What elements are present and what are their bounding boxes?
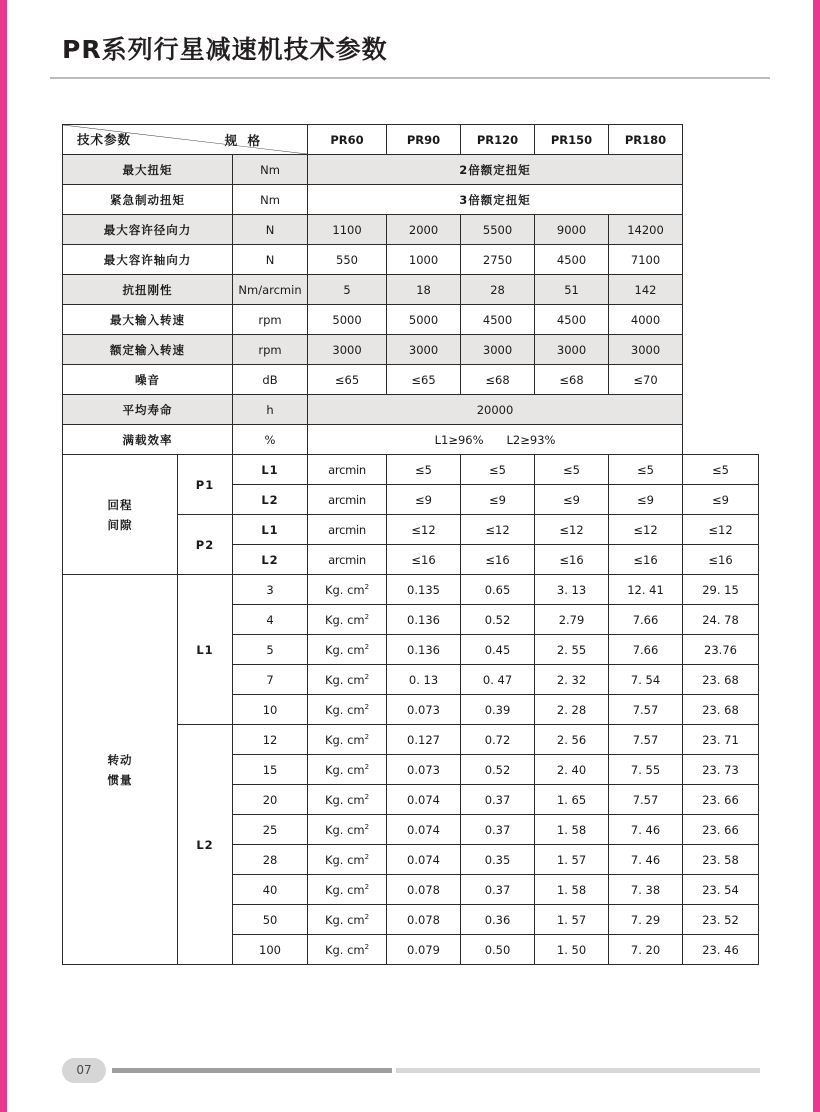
cell-inertia-l2r12-pr120: 2. 56: [535, 725, 609, 755]
page-edge-left: [0, 0, 7, 1112]
cell-inertia-l1r10-pr150: 7.57: [609, 695, 683, 725]
cell-backlash-p2l2-pr90: ≤16: [461, 545, 535, 575]
cell-inertia-l2r40-pr90: 0.37: [461, 875, 535, 905]
cell-backlash-p2l1-pr90: ≤12: [461, 515, 535, 545]
cell-axial-pr60: 550: [308, 245, 387, 275]
cell-inertia-l2r20-pr120: 1. 65: [535, 785, 609, 815]
cell-inertia-l1r7-pr120: 2. 32: [535, 665, 609, 695]
inertia-unit: Kg. $cm^2$: [308, 635, 387, 665]
cell-inertia-l1r3-pr60: 0.135: [387, 575, 461, 605]
cell-backlash-p1l1-pr120: ≤5: [535, 455, 609, 485]
cell-inertia-l2r50-pr120: 1. 57: [535, 905, 609, 935]
cell-inertia-l2r12-pr180: 23. 71: [683, 725, 759, 755]
table-row: [63, 575, 759, 605]
cell-ratedspeed-pr150: 3000: [535, 335, 609, 365]
cell-axial-pr150: 4500: [535, 245, 609, 275]
row-value-max-torque: 2倍额定扭矩: [308, 155, 683, 185]
cell-inertia-l2r12-pr90: 0.72: [461, 725, 535, 755]
cell-inertia-l2r15-pr150: 7. 55: [609, 755, 683, 785]
cell-inertia-l2r25-pr90: 0.37: [461, 815, 535, 845]
inertia-group-l1: L1: [178, 575, 233, 725]
cell-radial-pr120: 5500: [461, 215, 535, 245]
cell-backlash-p2l2-pr150: ≤16: [609, 545, 683, 575]
cell-ratedspeed-pr180: 3000: [609, 335, 683, 365]
table-row: [63, 215, 759, 245]
cell-maxspeed-pr90: 5000: [387, 305, 461, 335]
table-row: [63, 305, 759, 335]
cell-backlash-p2l1-pr60: ≤12: [387, 515, 461, 545]
inertia-ratio-28: 28: [233, 845, 308, 875]
cell-noise-pr150: ≤68: [535, 365, 609, 395]
cell-inertia-l2r40-pr60: 0.078: [387, 875, 461, 905]
cell-inertia-l1r4-pr90: 0.52: [461, 605, 535, 635]
backlash-unit-p1-l2: arcmin: [308, 485, 387, 515]
table-row: [63, 185, 759, 215]
cell-inertia-l2r25-pr120: 1. 58: [535, 815, 609, 845]
cell-ratedspeed-pr120: 3000: [461, 335, 535, 365]
footer-bar-dark: [112, 1068, 392, 1073]
cell-inertia-l1r4-pr60: 0.136: [387, 605, 461, 635]
cell-backlash-p1l1-pr150: ≤5: [609, 455, 683, 485]
table-header-row: [63, 125, 759, 155]
cell-inertia-l1r10-pr90: 0.39: [461, 695, 535, 725]
row-unit-max-input-speed: rpm: [233, 305, 308, 335]
cell-inertia-l1r3-pr90: 0.65: [461, 575, 535, 605]
cell-backlash-p2l2-pr180: ≤16: [683, 545, 759, 575]
cell-backlash-p1l1-pr60: ≤5: [387, 455, 461, 485]
inertia-unit: Kg. $cm^2$: [308, 935, 387, 965]
cell-inertia-l2r28-pr60: 0.074: [387, 845, 461, 875]
cell-maxspeed-pr150: 4500: [535, 305, 609, 335]
row-value-average-life: 20000: [308, 395, 683, 425]
cell-inertia-l1r3-pr150: 12. 41: [609, 575, 683, 605]
cell-rigidity-pr180: 142: [609, 275, 683, 305]
cell-inertia-l2r15-pr120: 2. 40: [535, 755, 609, 785]
cell-inertia-l1r10-pr60: 0.073: [387, 695, 461, 725]
backlash-unit-p1-l1: arcmin: [308, 455, 387, 485]
page-edge-right: [813, 0, 820, 1112]
cell-rigidity-pr150: 51: [535, 275, 609, 305]
cell-inertia-l1r3-pr180: 29. 15: [683, 575, 759, 605]
cell-inertia-l1r3-pr120: 3. 13: [535, 575, 609, 605]
cell-backlash-p1l2-pr90: ≤9: [461, 485, 535, 515]
cell-inertia-l1r7-pr180: 23. 68: [683, 665, 759, 695]
row-unit-rated-input-speed: rpm: [233, 335, 308, 365]
cell-inertia-l2r40-pr150: 7. 38: [609, 875, 683, 905]
cell-noise-pr90: ≤65: [387, 365, 461, 395]
inertia-ratio-20: 20: [233, 785, 308, 815]
footer-bar-light: [396, 1068, 760, 1073]
cell-inertia-l1r5-pr90: 0.45: [461, 635, 535, 665]
model-header-pr180: PR180: [609, 125, 683, 155]
cell-inertia-l2r28-pr120: 1. 57: [535, 845, 609, 875]
row-unit-max-torque: Nm: [233, 155, 308, 185]
cell-inertia-l1r10-pr120: 2. 28: [535, 695, 609, 725]
model-header-pr150: PR150: [535, 125, 609, 155]
cell-radial-pr90: 2000: [387, 215, 461, 245]
inertia-ratio-40: 40: [233, 875, 308, 905]
inertia-ratio-15: 15: [233, 755, 308, 785]
cell-inertia-l2r15-pr60: 0.073: [387, 755, 461, 785]
cell-inertia-l2r25-pr60: 0.074: [387, 815, 461, 845]
inertia-ratio-7: 7: [233, 665, 308, 695]
cell-inertia-l2r20-pr90: 0.37: [461, 785, 535, 815]
cell-backlash-p1l1-pr180: ≤5: [683, 455, 759, 485]
cell-inertia-l2r15-pr90: 0.52: [461, 755, 535, 785]
inertia-group-l2: L2: [178, 725, 233, 965]
cell-inertia-l2r28-pr150: 7. 46: [609, 845, 683, 875]
cell-backlash-p1l1-pr90: ≤5: [461, 455, 535, 485]
group-label-backlash: 回程 间隙: [63, 455, 178, 575]
row-value-emergency-brake-torque: 3倍额定扭矩: [308, 185, 683, 215]
inertia-unit: Kg. $cm^2$: [308, 695, 387, 725]
cell-inertia-l1r10-pr180: 23. 68: [683, 695, 759, 725]
row-unit-noise: dB: [233, 365, 308, 395]
backlash-stage-p1-l2: L2: [233, 485, 308, 515]
table-row: [63, 275, 759, 305]
cell-inertia-l2r100-pr150: 7. 20: [609, 935, 683, 965]
cell-inertia-l1r5-pr150: 7.66: [609, 635, 683, 665]
cell-inertia-l2r20-pr150: 7.57: [609, 785, 683, 815]
row-unit-max-axial-force: N: [233, 245, 308, 275]
model-header-pr120: PR120: [461, 125, 535, 155]
inertia-ratio-5: 5: [233, 635, 308, 665]
row-unit-full-load-efficiency: %: [233, 425, 308, 455]
cell-ratedspeed-pr60: 3000: [308, 335, 387, 365]
page-number-badge: [62, 1058, 106, 1083]
cell-axial-pr180: 7100: [609, 245, 683, 275]
param-label: 技术参数: [77, 132, 132, 147]
inertia-unit: Kg. $cm^2$: [308, 755, 387, 785]
cell-backlash-p2l2-pr60: ≤16: [387, 545, 461, 575]
row-label-full-load-efficiency: 满载效率: [63, 425, 233, 455]
table-row: [63, 365, 759, 395]
cell-axial-pr120: 2750: [461, 245, 535, 275]
inertia-ratio-100: 100: [233, 935, 308, 965]
cell-inertia-l1r7-pr60: 0. 13: [387, 665, 461, 695]
row-label-max-axial-force: 最大容许轴向力: [63, 245, 233, 275]
row-unit-emergency-brake-torque: Nm: [233, 185, 308, 215]
cell-inertia-l2r20-pr180: 23. 66: [683, 785, 759, 815]
backlash-group-p2: P2: [178, 515, 233, 575]
backlash-stage-p1-l1: L1: [233, 455, 308, 485]
backlash-group-p1: P1: [178, 455, 233, 515]
cell-inertia-l1r4-pr180: 24. 78: [683, 605, 759, 635]
spec-table: [62, 124, 759, 965]
backlash-unit-p2-l2: arcmin: [308, 545, 387, 575]
inertia-ratio-12: 12: [233, 725, 308, 755]
inertia-unit: Kg. $cm^2$: [308, 575, 387, 605]
cell-inertia-l2r40-pr120: 1. 58: [535, 875, 609, 905]
table-row: [63, 245, 759, 275]
cell-inertia-l1r5-pr60: 0.136: [387, 635, 461, 665]
cell-ratedspeed-pr90: 3000: [387, 335, 461, 365]
row-label-noise: 噪音: [63, 365, 233, 395]
cell-noise-pr60: ≤65: [308, 365, 387, 395]
inertia-ratio-4: 4: [233, 605, 308, 635]
page-number: 07: [76, 1063, 92, 1077]
cell-inertia-l2r50-pr180: 23. 52: [683, 905, 759, 935]
backlash-unit-p2-l1: arcmin: [308, 515, 387, 545]
cell-inertia-l2r25-pr150: 7. 46: [609, 815, 683, 845]
row-label-max-radial-force: 最大容许径向力: [63, 215, 233, 245]
cell-maxspeed-pr120: 4500: [461, 305, 535, 335]
cell-inertia-l2r20-pr60: 0.074: [387, 785, 461, 815]
cell-inertia-l2r50-pr60: 0.078: [387, 905, 461, 935]
cell-inertia-l1r5-pr120: 2. 55: [535, 635, 609, 665]
inertia-unit: Kg. $cm^2$: [308, 605, 387, 635]
cell-backlash-p2l2-pr120: ≤16: [535, 545, 609, 575]
cell-inertia-l2r15-pr180: 23. 73: [683, 755, 759, 785]
model-header-pr60: PR60: [308, 125, 387, 155]
cell-rigidity-pr60: 5: [308, 275, 387, 305]
inertia-ratio-10: 10: [233, 695, 308, 725]
table-row: [63, 335, 759, 365]
cell-axial-pr90: 1000: [387, 245, 461, 275]
cell-inertia-l2r100-pr60: 0.079: [387, 935, 461, 965]
cell-inertia-l2r100-pr90: 0.50: [461, 935, 535, 965]
cell-inertia-l1r4-pr120: 2.79: [535, 605, 609, 635]
cell-backlash-p2l1-pr180: ≤12: [683, 515, 759, 545]
table-row: [63, 155, 759, 185]
cell-rigidity-pr90: 18: [387, 275, 461, 305]
cell-backlash-p1l2-pr180: ≤9: [683, 485, 759, 515]
header-corner-cell: [63, 125, 308, 155]
cell-inertia-l1r4-pr150: 7.66: [609, 605, 683, 635]
inertia-unit: Kg. $cm^2$: [308, 725, 387, 755]
cell-backlash-p1l2-pr60: ≤9: [387, 485, 461, 515]
inertia-unit: Kg. $cm^2$: [308, 875, 387, 905]
table-row: [63, 455, 759, 485]
cell-backlash-p1l2-pr120: ≤9: [535, 485, 609, 515]
inertia-unit: Kg. $cm^2$: [308, 665, 387, 695]
table-row: [63, 425, 759, 455]
cell-maxspeed-pr60: 5000: [308, 305, 387, 335]
row-unit-average-life: h: [233, 395, 308, 425]
backlash-stage-p2-l1: L1: [233, 515, 308, 545]
table-row: [63, 395, 759, 425]
inertia-ratio-25: 25: [233, 815, 308, 845]
cell-inertia-l2r12-pr150: 7.57: [609, 725, 683, 755]
row-unit-torsional-rigidity: Nm/arcmin: [233, 275, 308, 305]
cell-backlash-p1l2-pr150: ≤9: [609, 485, 683, 515]
cell-inertia-l2r12-pr60: 0.127: [387, 725, 461, 755]
cell-inertia-l2r50-pr150: 7. 29: [609, 905, 683, 935]
row-label-rated-input-speed: 额定输入转速: [63, 335, 233, 365]
row-label-torsional-rigidity: 抗扭刚性: [63, 275, 233, 305]
model-header-pr90: PR90: [387, 125, 461, 155]
row-label-average-life: 平均寿命: [63, 395, 233, 425]
cell-radial-pr60: 1100: [308, 215, 387, 245]
title-divider: [50, 77, 770, 79]
row-label-emergency-brake-torque: 紧急制动扭矩: [63, 185, 233, 215]
cell-noise-pr180: ≤70: [609, 365, 683, 395]
cell-backlash-p2l1-pr120: ≤12: [535, 515, 609, 545]
inertia-ratio-50: 50: [233, 905, 308, 935]
cell-inertia-l2r25-pr180: 23. 66: [683, 815, 759, 845]
inertia-unit: Kg. $cm^2$: [308, 815, 387, 845]
row-unit-max-radial-force: N: [233, 215, 308, 245]
cell-noise-pr120: ≤68: [461, 365, 535, 395]
cell-inertia-l2r100-pr180: 23. 46: [683, 935, 759, 965]
cell-inertia-l2r28-pr180: 23. 58: [683, 845, 759, 875]
row-value-full-load-efficiency: L1≥96% L2≥93%: [308, 425, 683, 455]
cell-inertia-l1r5-pr180: 23.76: [683, 635, 759, 665]
spec-label: 规 格: [224, 133, 264, 148]
cell-inertia-l2r28-pr90: 0.35: [461, 845, 535, 875]
cell-inertia-l2r40-pr180: 23. 54: [683, 875, 759, 905]
cell-radial-pr150: 9000: [535, 215, 609, 245]
cell-radial-pr180: 14200: [609, 215, 683, 245]
cell-backlash-p2l1-pr150: ≤12: [609, 515, 683, 545]
row-label-max-input-speed: 最大输入转速: [63, 305, 233, 335]
row-label-max-torque: 最大扭矩: [63, 155, 233, 185]
cell-maxspeed-pr180: 4000: [609, 305, 683, 335]
cell-inertia-l1r7-pr90: 0. 47: [461, 665, 535, 695]
inertia-unit: Kg. $cm^2$: [308, 785, 387, 815]
backlash-stage-p2-l2: L2: [233, 545, 308, 575]
inertia-ratio-3: 3: [233, 575, 308, 605]
cell-inertia-l2r50-pr90: 0.36: [461, 905, 535, 935]
cell-inertia-l1r7-pr150: 7. 54: [609, 665, 683, 695]
inertia-unit: Kg. $cm^2$: [308, 845, 387, 875]
inertia-unit: Kg. $cm^2$: [308, 905, 387, 935]
cell-inertia-l2r100-pr120: 1. 50: [535, 935, 609, 965]
cell-rigidity-pr120: 28: [461, 275, 535, 305]
group-label-inertia: 转动 惯量: [63, 575, 178, 965]
page-title: PR系列行星减速机技术参数: [62, 35, 388, 64]
